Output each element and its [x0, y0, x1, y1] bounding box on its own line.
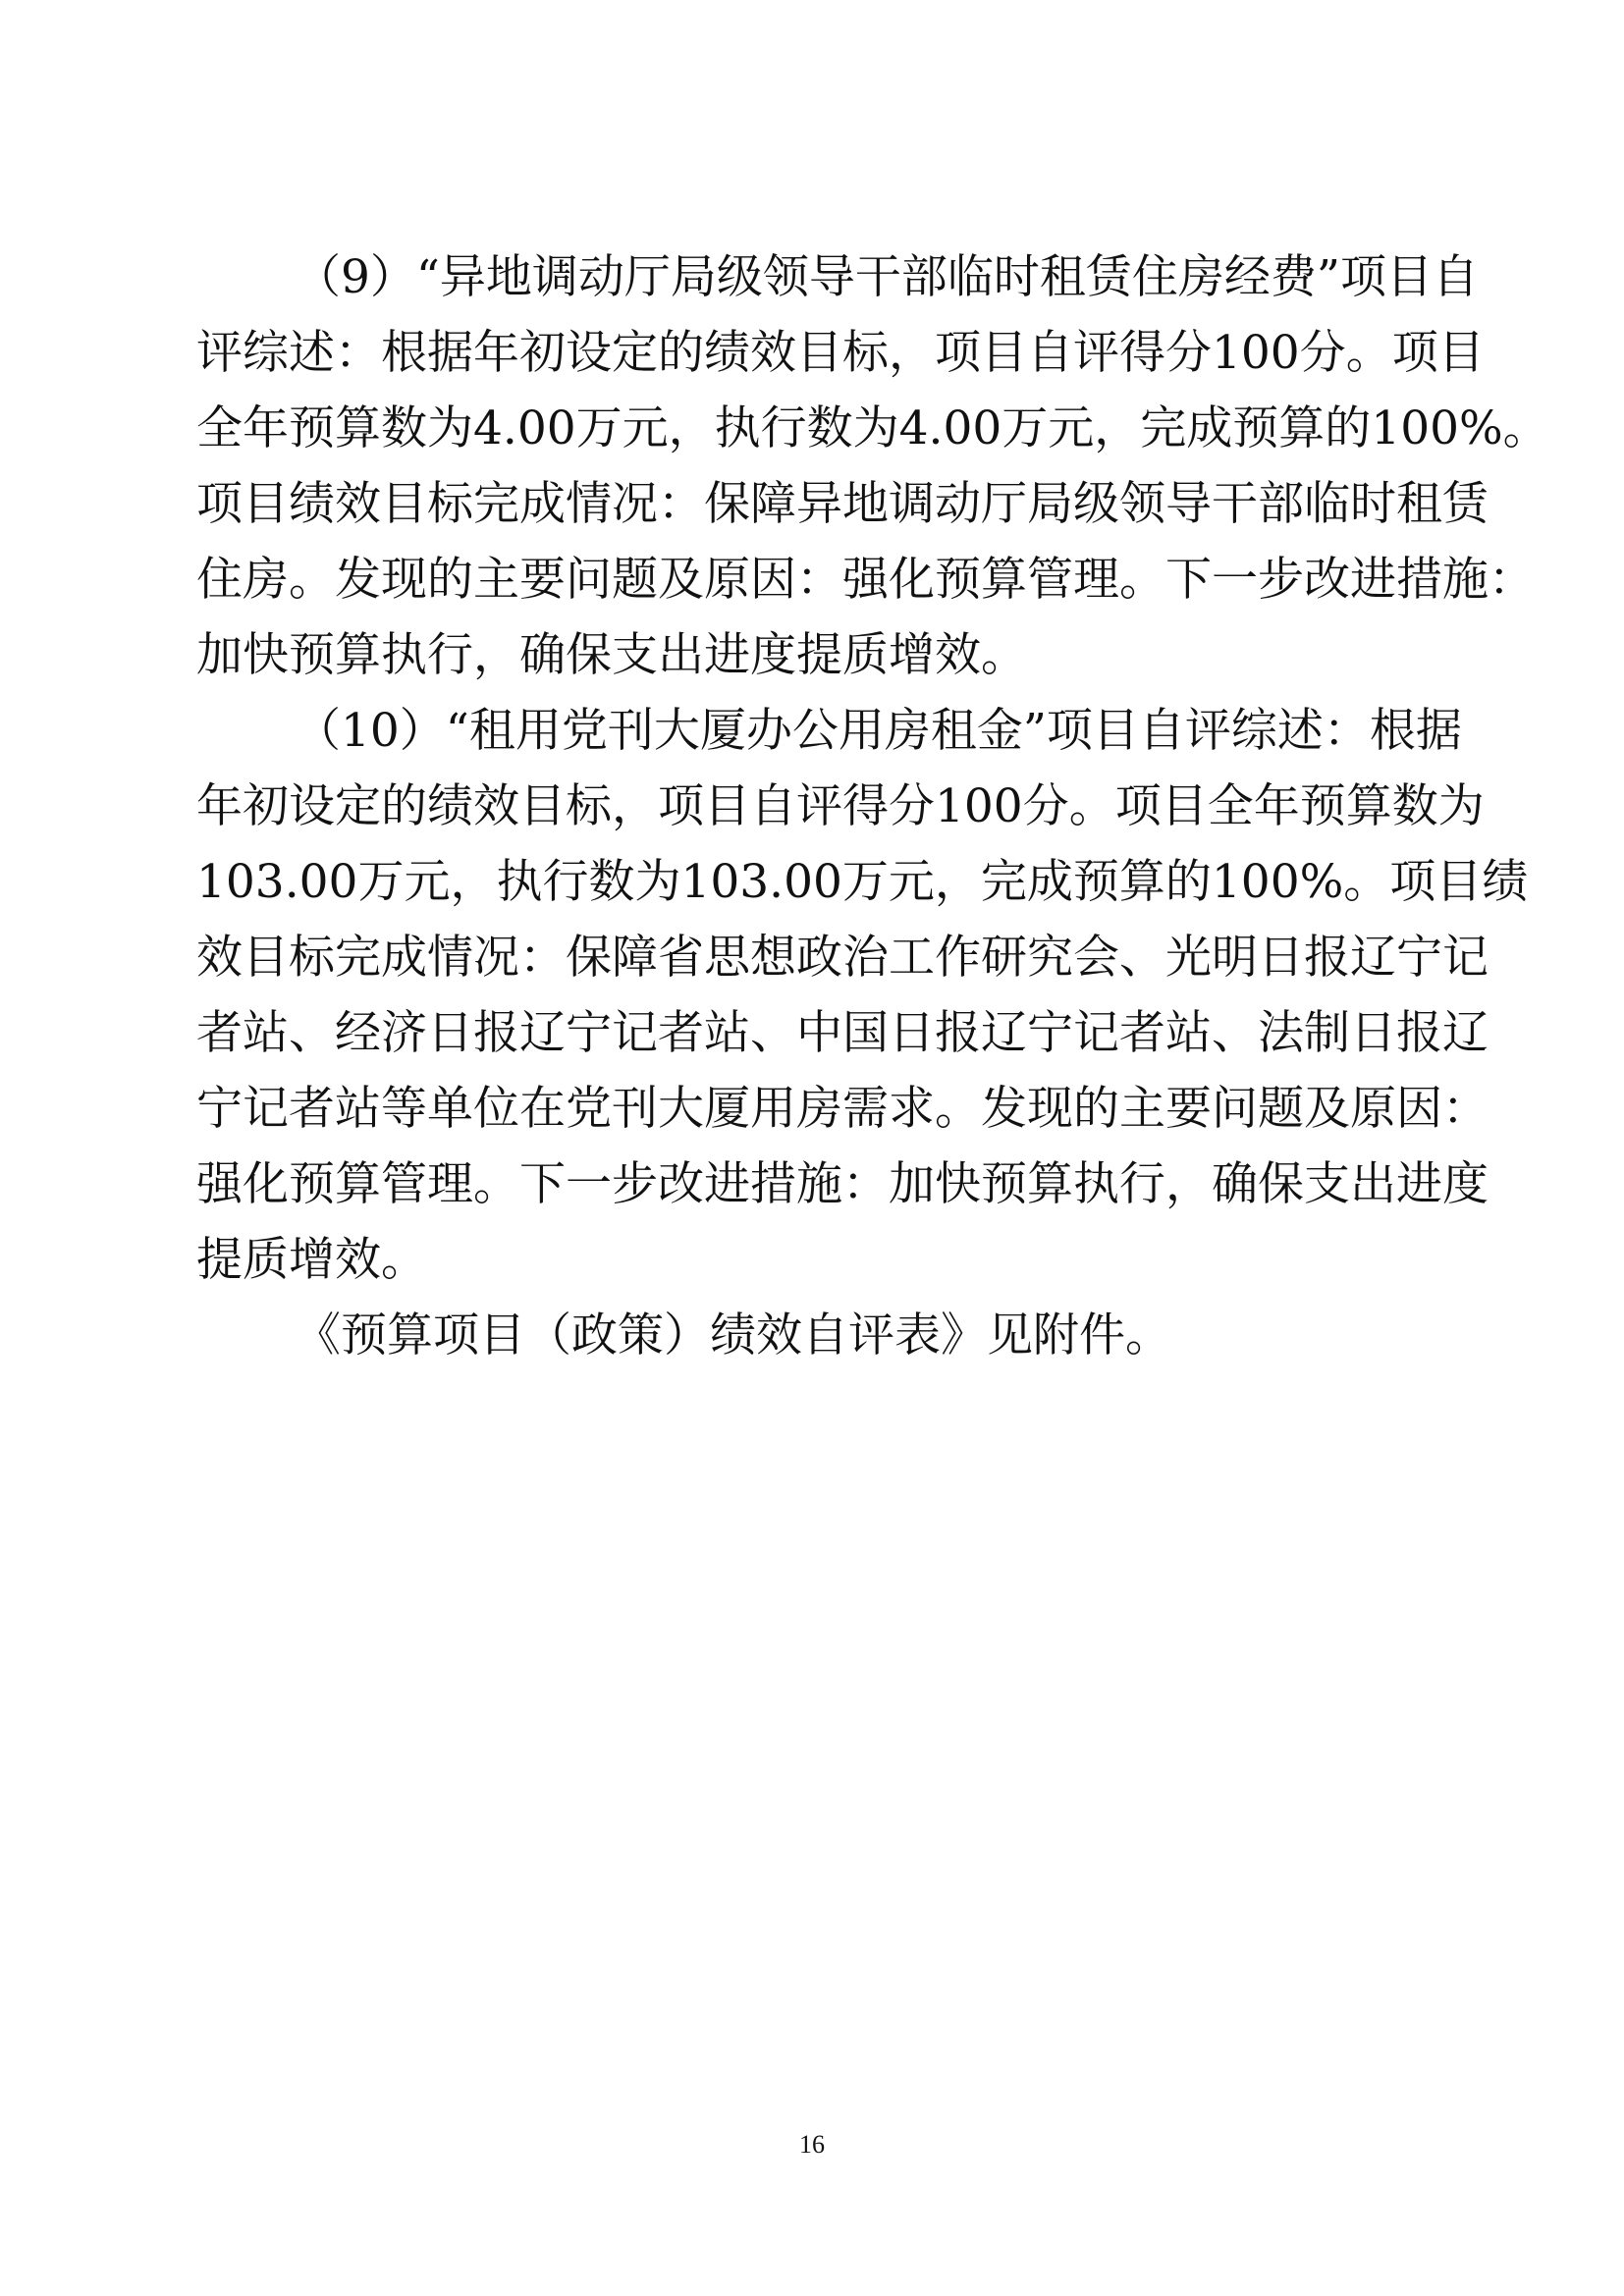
paragraph-2-line-4: 效目标完成情况：保障省思想政治工作研究会、光明日报辽宁记: [196, 931, 1489, 985]
paragraph-1-line-3: 全年预算数为4.00万元，执行数为4.00万元，完成预算的100%。: [196, 401, 1549, 455]
paragraph-2-line-1: （10）“租用党刊大厦办公用房租金”项目自评综述：根据: [295, 704, 1462, 758]
paragraph-2-line-5: 者站、经济日报辽宁记者站、中国日报辽宁记者站、法制日报辽: [196, 1006, 1489, 1060]
paragraph-3-line-1: 《预算项目（政策）绩效自评表》见附件。: [295, 1308, 1171, 1362]
paragraph-2-line-3: 103.00万元，执行数为103.00万元，完成预算的100%。项目绩: [196, 855, 1529, 909]
paragraph-2-line-7: 强化预算管理。下一步改进措施：加快预算执行，确保支出进度: [196, 1157, 1489, 1211]
paragraph-2-line-6: 宁记者站等单位在党刊大厦用房需求。发现的主要问题及原因：: [196, 1082, 1489, 1136]
paragraph-2-line-8: 提质增效。: [196, 1233, 427, 1287]
paragraph-1-line-1: （9）“异地调动厅局级领导干部临时租赁住房经费”项目自: [295, 250, 1479, 304]
paragraph-2-line-2: 年初设定的绩效目标，项目自评得分100分。项目全年预算数为: [196, 779, 1485, 833]
paragraph-1-line-6: 加快预算执行，确保支出进度提质增效。: [196, 628, 1027, 682]
paragraph-1-line-5: 住房。发现的主要问题及原因：强化预算管理。下一步改进措施：: [196, 553, 1535, 607]
paragraph-1-line-4: 项目绩效目标完成情况：保障异地调动厅局级领导干部临时租赁: [196, 477, 1489, 531]
paragraph-1-line-2: 评综述：根据年初设定的绩效目标，项目自评得分100分。项目: [196, 326, 1485, 380]
page-number: 16: [799, 2130, 825, 2159]
